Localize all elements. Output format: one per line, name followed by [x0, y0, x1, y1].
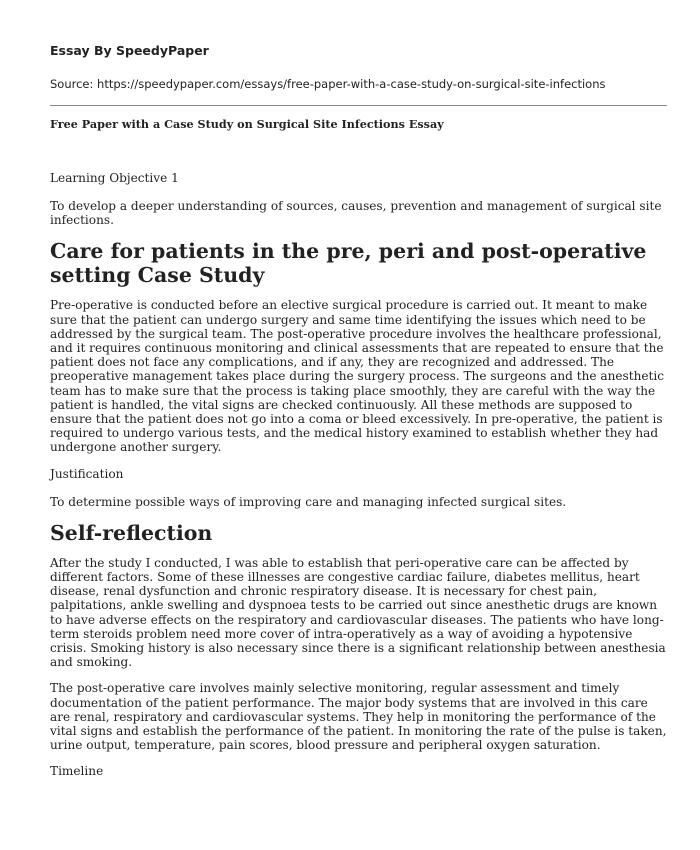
header-divider: [50, 105, 667, 106]
section-heading-care: Care for patients in the pre, peri and post-operative setting Case Study: [50, 239, 647, 288]
paragraph-preoperative: Pre-operative is conducted before an elective surgical procedure is carried out. It meant to make sure that the patient can undergo surgery and same time identifying the issues which need to be addressed by the surgical team. The post-operative procedure involves the healthcare professional, and it requires continuous monitoring and clinical assessments that are repeated to ensure that the patient does not face any complications, and if any, they are recognized and addressed. The preoperative management takes place during the surgery process. The surgeons and the anesthetic team has to make sure that the process is taking place smoothly, they are careful with the way the patient is handled, the vital signs are checked continuously. All these methods are supposed to ensure that the patient does not go into a coma or bleed excessively. In pre-operative, the patient is required to undergo various tests, and the medical history examined to establish whether they had undergone another surgery.: [50, 298, 665, 455]
justification-label: Justification: [50, 466, 124, 481]
source-line: Source: https://speedypaper.com/essays/free-paper-with-a-case-study-on-surgical-site-infections: [50, 77, 606, 91]
section-heading-self-reflection: Self-reflection: [50, 520, 213, 545]
timeline-label: Timeline: [50, 764, 104, 779]
justification-text: To determine possible ways of improving care and managing infected surgical sites.: [50, 494, 567, 509]
document-title: Free Paper with a Case Study on Surgical Site Infections Essay: [50, 117, 444, 131]
learning-objective-label: Learning Objective 1: [50, 171, 179, 185]
learning-objective-text: To develop a deeper understanding of sources, causes, prevention and management of surgical site infections.: [50, 199, 662, 228]
brand-title: Essay By SpeedyPaper: [50, 43, 209, 58]
paragraph-reflection: After the study I conducted, I was able to establish that peri-operative care can be affected by different factors. Some of these illnesses are congestive cardiac failure, diabetes mellitus, heart disease, renal dysfunction and chronic respiratory disease. It is necessary for chest pain, palpitations, ankle swelling and dyspnoea tests to be carried out since anesthetic drugs are known to have adverse effects on the respiratory and cardiovascular diseases. The patients who have long-term steroids problem need more cover of intra-operatively as a way of avoiding a hypotensive crisis. Smoking history is also necessary since there is a significant relationship between anesthesia and smoking.: [50, 555, 666, 670]
paragraph-postoperative: The post-operative care involves mainly selective monitoring, regular assessment and timely documentation of the patient performance. The major body systems that are involved in this care are renal, respiratory and cardiovascular systems. They help in monitoring the performance of the vital signs and establish the performance of the patient. In monitoring the rate of the pulse is taken, urine output, temperature, pain scores, blood pressure and peripheral oxygen saturation.: [50, 681, 667, 753]
